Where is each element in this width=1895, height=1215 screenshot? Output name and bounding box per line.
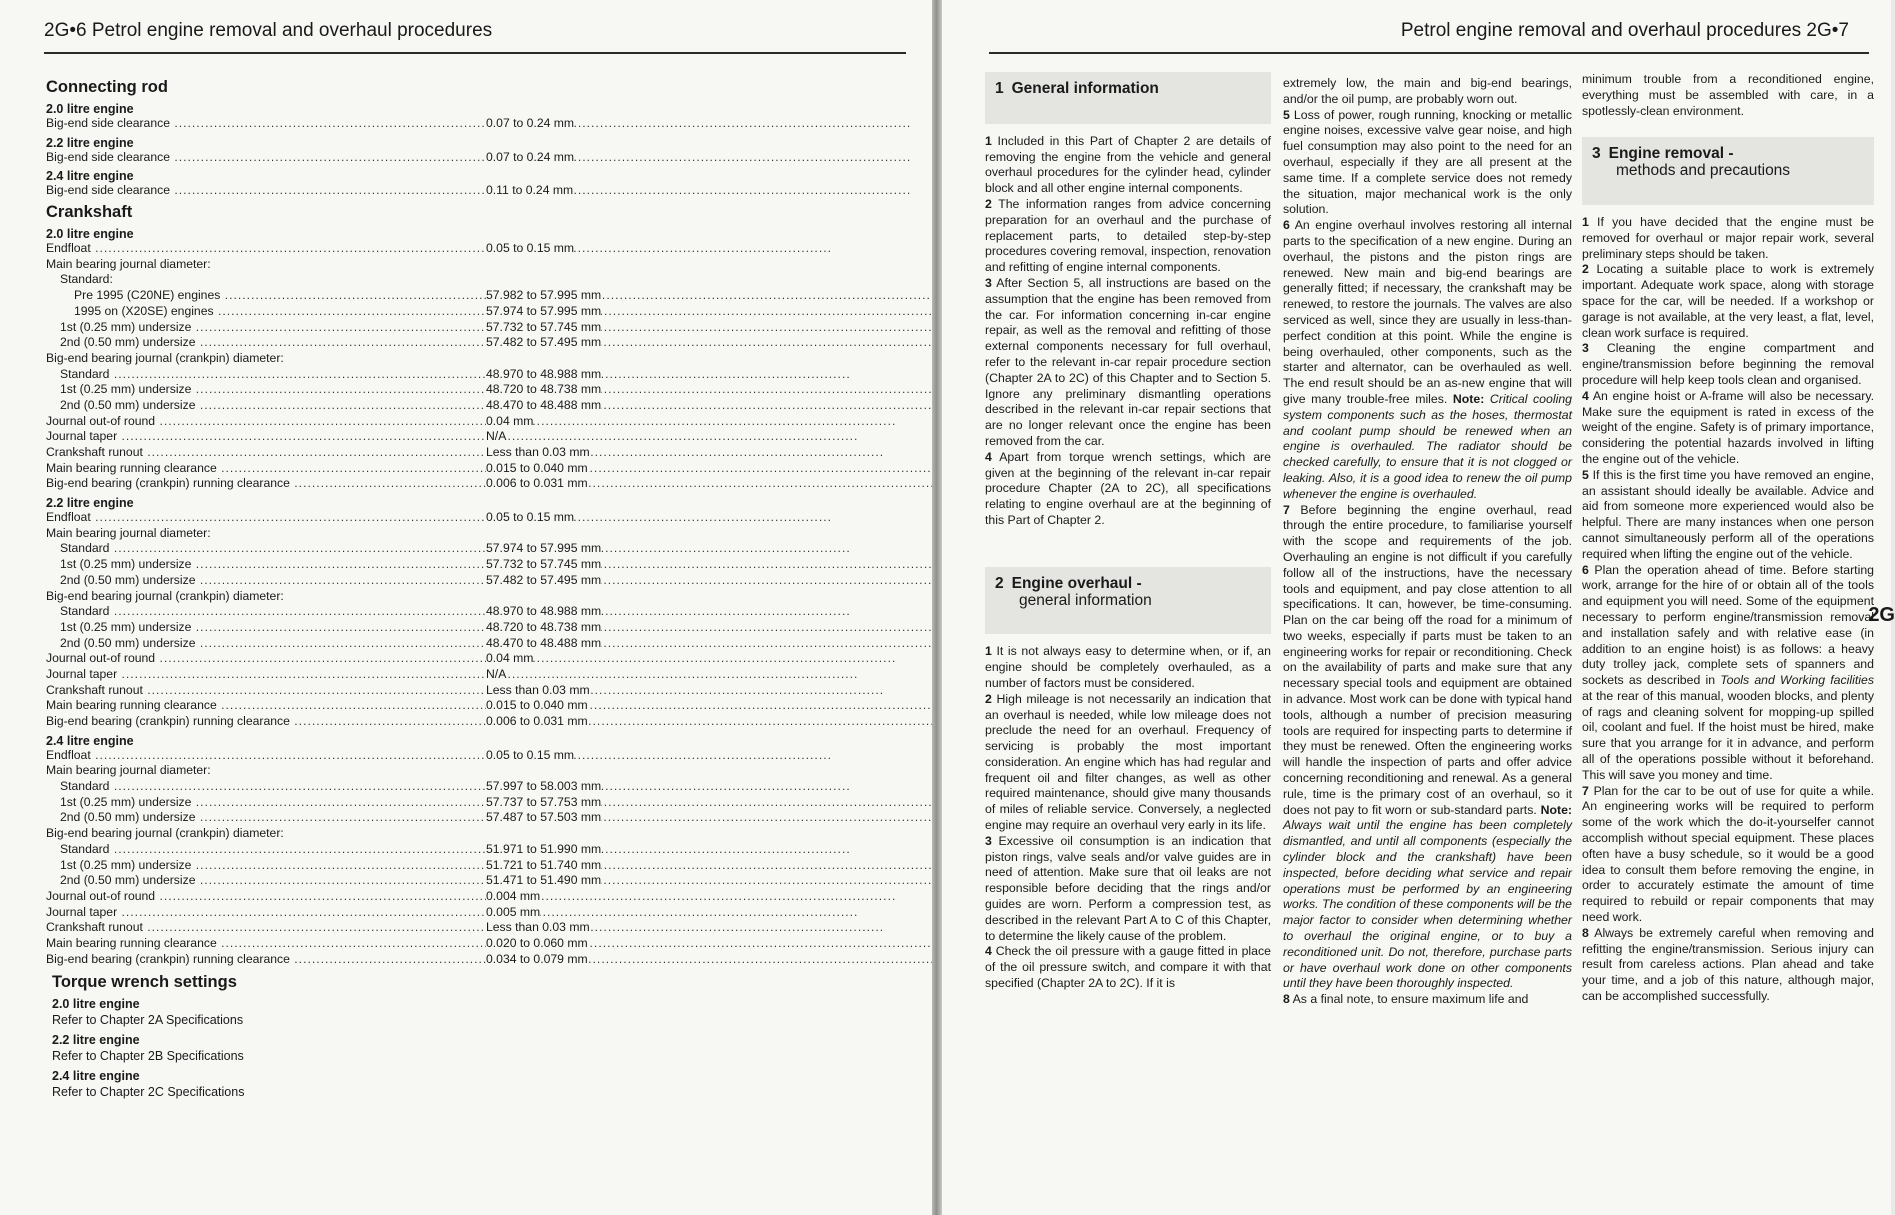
spec-value: 0.004 mm [486,888,541,903]
spec-label: 2nd (0.50 mm) undersize ..... [46,398,466,414]
specifications-table [46,76,626,1105]
spec-label: Big-end bearing (crankpin) running clearance ..... [46,714,466,730]
spec-row [46,476,626,492]
spec-value: 0.11 to 0.24 mm [486,183,574,198]
spec-label: Standard ..... [46,779,466,795]
paragraph: 6 Plan the operation ahead of time. Before starting work, arrange for the hire of or obtain all of the tools and equipment you will need. Some of the equipment necessary to perform engine/transmission removal and installation safely and with relative ease (in addition to an engine hoist) is as follows: a heavy duty trolley jack, complete sets of spanners and sockets as described in Tools and Working facilities at the rear of this manual, wooden blocks, and plenty of rags and cleaning solvent for mopping-up spilled oil, coolant and fuel. If the hoist must be hired, make sure that you arrange for it in advance, and perform all of the operations possible without it beforehand. This will save you money and time. [1582,562,1874,782]
spec-value: 0.006 to 0.031 mm [486,476,588,491]
spec-row [46,510,626,526]
spec-label: Journal out-of round ..... [46,414,466,430]
paragraph: 4 Check the oil pressure with a gauge fitted in place of the oil pressure switch, and compare it with that specified (Chapter 2A to 2C). If it is [985,944,1271,991]
spec-label: 2nd (0.50 mm) undersize ..... [46,873,466,889]
spec-label: Big-end bearing (crankpin) running clearance ..... [46,476,466,492]
spec-section [46,203,626,967]
spec-row [46,150,626,166]
spec-label: 2nd (0.50 mm) undersize ..... [46,335,466,351]
section-number: 3 [1592,145,1601,163]
paragraph: 3 Cleaning the engine compartment and engine/transmission before beginning the removal procedure will help keep tools clean and organised. [1582,341,1874,387]
spec-value: 51.471 to 51.490 mm [486,873,602,888]
torque-reference: Refer to Chapter 2A Specifications [52,1013,244,1028]
spec-label: 1st (0.25 mm) undersize ..... [46,382,466,398]
left-page [0,0,932,1215]
spec-row [46,873,626,889]
spec-label: Main bearing running clearance ..... [46,698,466,714]
spec-row [46,304,626,320]
spec-value: 57.982 to 57.995 mm [486,288,602,303]
spec-row [46,810,626,826]
torque-reference: Refer to Chapter 2C Specifications [52,1085,245,1100]
paragraph: 8 Always be extremely careful when removing and refitting the engine/transmission. Serious injury can result from careless actions. Plan ahead and take your time, and a job of this nature, although major, can be accomplished successfully. [1582,925,1874,1004]
spec-row [46,351,626,367]
spec-label: Pre 1995 (C20NE) engines ..... [46,288,466,304]
paragraph: 7 Before beginning the engine overhaul, read through the entire procedure, to familiarise yourself with the scope and requirements of the job. Overhauling an engine is not difficult if you carefully follow all of the instructions, have the necessary tools and equipment, and pay close attention to all specifications. It can, however, be time-consuming. Plan on the car being off the road for a minimum of two weeks, especially if parts must be taken to an engineering works for repair or reconditioning. Check on the availability of parts and make sure that any necessary special tools and equipment are obtained in advance. Most work can be done with typical hand tools, although a number of precision measuring tools are required for inspecting parts to determine if they must be renewed. Often the engineering works will handle the inspection of parts and offer advice concerning reconditioning and renewal. As a general rule, time is the primary cost of an overhaul, so it does not pay to fit worn or sub-standard parts. Note: Always wait until the engine has been completely dismantled, and until all components (especially the cylinder block and the crankshaft) have been inspected, before deciding what service and repair operations must be performed by an engineering works. The condition of these components will be the major factor to consider when determining whether to overhaul the original engine, or to buy a reconditioned unit. Do not, therefore, purchase parts or have overhaul work done on other components until they have been thoroughly inspected. [1283,502,1572,991]
section-3-body [1582,215,1874,1005]
spec-row [46,367,626,383]
spec-row [46,183,626,199]
spec-label: Standard ..... [46,541,466,557]
spec-row [46,714,626,730]
section-2-body [985,644,1271,992]
spec-value: 0.005 mm [486,904,541,919]
spec-value: 51.971 to 51.990 mm [486,841,602,856]
spec-row [46,257,626,273]
spec-row [46,241,626,257]
spec-row [46,116,626,132]
spec-value: 57.482 to 57.495 mm [486,335,602,350]
spec-row [46,320,626,336]
paragraph: 2 Locating a suitable place to work is extremely important. Adequate work space, along with storage space for the car, will be needed. If a workshop or garage is not available, at the very least, a flat, level, clean work surface is required. [1582,262,1874,340]
paragraph: 1 It is not always easy to determine when, or if, an engine should be completely overhauled, as a number of factors must be considered. [985,644,1271,690]
spec-label: Main bearing journal diameter: [46,763,211,778]
section-title: Engine overhaul - [1011,574,1142,592]
spec-row [46,952,626,968]
paragraph: 1 If you have decided that the engine must be removed for overhaul or major repair work, several preliminary steps should be taken. [1582,214,1874,261]
paragraph: 2 The information ranges from advice concerning preparation for an overhaul and the purchase of replacement parts, to detailed step-by-step procedures covering removal, inspection, renovation and refitting of engine internal components. [985,196,1271,275]
spec-row [46,748,626,764]
spec-value: 48.970 to 48.988 mm [486,604,602,619]
spec-label: 1st (0.25 mm) undersize ..... [46,557,466,573]
spec-label: Big-end side clearance ..... [46,116,466,132]
spec-row [46,779,626,795]
spec-row [46,651,626,667]
spec-value: N/A [486,429,507,444]
spec-value: N/A [486,666,507,681]
section-number: 1 [995,80,1004,97]
spec-row [46,842,626,858]
text-column-1 [985,72,1271,992]
spec-value: 57.732 to 57.745 mm [486,557,602,572]
paragraph: 2 High mileage is not necessarily an indication that an overhaul is needed, while low mileage does not preclude the need for an overhaul. Frequency of servicing is probably the most important consideration. An engine which has had regular and frequent oil and filter changes, as well as other required maintenance, should give many thousands of miles of reliable service. Conversely, a neglected engine may require an overhaul very early in its life. [985,691,1271,833]
spec-section [46,78,626,199]
spec-row [46,858,626,874]
engine-subheading: 2.2 litre engine [46,496,134,511]
paragraph: extremely low, the main and big-end bearings, and/or the oil pump, are probably worn out. [1283,76,1572,106]
spec-label: Journal taper ..... [46,905,466,921]
spec-row [46,698,626,714]
spec-row [46,398,626,414]
engine-subheading: 2.2 litre engine [46,135,134,150]
spec-row [46,526,626,542]
spec-value: Less than 0.03 mm [486,920,590,935]
right-page [942,0,1895,1215]
spec-value: 0.04 mm [486,413,534,428]
spec-value: 48.720 to 48.738 mm [486,619,602,634]
section-title: Engine removal - [1608,145,1734,163]
text-column-2 [1283,76,1572,1008]
spec-value: 48.720 to 48.738 mm [486,382,602,397]
spec-value: 0.020 to 0.060 mm [486,935,588,950]
spec-row [46,604,626,620]
spec-label: Big-end side clearance ..... [46,150,466,166]
spec-row [46,414,626,430]
engine-subheading: 2.4 litre engine [52,1069,140,1084]
paragraph: 4 Apart from torque wrench settings, which are given at the beginning of the relevant in-car repair procedure Chapter (2A to 2C), all specifications relating to engine overhaul are at the beginning of this Part of Chapter 2. [985,449,1271,527]
paragraph: 3 Excessive oil consumption is an indication that piston rings, valve seals and/or valve guides are in need of attention. Make sure that oil leaks are not responsible before deciding that the rings and/or guides are worn. Perform a compression test, as described in the relevant Part A to C of this Chapter, to determine the likely cause of the problem. [985,833,1271,943]
spec-label: Crankshaft runout ..... [46,683,466,699]
spec-label: Main bearing running clearance ..... [46,936,466,952]
spec-value: 0.015 to 0.040 mm [486,698,588,713]
paragraph: 1 Included in this Part of Chapter 2 are details of removing the engine from the vehicle and general overhaul procedures for the cylinder head, cylinder block and all other engine internal components. [985,133,1271,196]
spec-value: Less than 0.03 mm [486,445,590,459]
spec-section-title: Connecting rod [46,78,168,96]
section-2-continued-body [1283,76,1572,1008]
section-title: General information [1011,80,1159,97]
spec-label: 1st (0.25 mm) undersize ..... [46,320,466,336]
paragraph: 3 After Section 5, all instructions are based on the assumption that the engine has been removed from the car. For information concerning in-car engine repair, as well as the removal and refitting of those external components necessary for full overhaul, refer to the relevant in-car repair procedure section (Chapter 2A to 2C) of this Chapter and to Section 5. Ignore any preliminary dismantling operations described in the relevant in-car repair sections that are no longer relevant once the engine has been removed from the car. [985,275,1271,448]
spec-row [46,445,626,461]
paragraph: 8 As a final note, to ensure maximum life and [1283,992,1529,1007]
engine-subheading: 2.4 litre engine [46,169,134,184]
spec-value: 0.034 to 0.079 mm [486,951,588,966]
spec-value: 57.737 to 57.753 mm [486,794,602,809]
spec-row [46,461,626,477]
spec-label: 1st (0.25 mm) undersize ..... [46,795,466,811]
spec-label: 2nd (0.50 mm) undersize ..... [46,636,466,652]
spec-label: Big-end bearing journal (crankpin) diameter: [46,588,284,603]
torque-section [46,973,626,1101]
spec-label: Endfloat ..... [46,748,466,764]
spec-value: 0.07 to 0.24 mm [486,116,575,130]
section-number: 2 [995,574,1004,592]
spec-value: 0.05 to 0.15 mm [486,747,575,762]
engine-subheading: 2.0 litre engine [46,227,134,242]
spec-value: 0.05 to 0.15 mm [486,241,575,256]
spec-value: 48.470 to 48.488 mm [486,635,602,650]
spec-value: 0.006 to 0.031 mm [486,714,588,728]
spec-row [46,905,626,921]
spec-value: 0.05 to 0.15 mm [486,510,575,525]
left-head-rule [44,52,906,54]
engine-subheading: 2.0 litre engine [52,997,140,1012]
spec-label: Big-end bearing journal (crankpin) diameter: [46,350,284,365]
spec-row [46,382,626,398]
spec-label: Standard ..... [46,367,466,383]
torque-section-title: Torque wrench settings [52,973,237,992]
engine-subheading: 2.0 litre engine [46,102,134,116]
spec-label: Journal taper ..... [46,429,466,445]
engine-subheading: 2.2 litre engine [52,1033,140,1048]
spec-value: 57.732 to 57.745 mm [486,319,602,334]
spec-row [46,335,626,351]
spec-row [46,636,626,652]
spec-label: Big-end bearing journal (crankpin) diameter: [46,826,284,841]
book-gutter [932,0,942,1215]
spec-value: 57.974 to 57.995 mm [486,303,602,318]
paragraph: 5 Loss of power, rough running, knocking or metallic engine noises, excessive valve gear noise, and high fuel consumption may also point to the need for an overhaul, especially if they are all present at the same time. If a complete service does not remedy the situation, major mechanical work is the only solution. [1283,107,1572,217]
spec-section-title: Crankshaft [46,203,133,222]
section-2-final-text: minimum trouble from a reconditioned engine, everything must be assembled with care, in a spotlessly-clean environment. [1582,72,1874,118]
spec-label: Big-end bearing (crankpin) running clearance ..... [46,952,466,968]
spec-label: Journal out-of round ..... [46,889,466,905]
section-2-heading [985,567,1271,635]
spec-row [46,889,626,905]
spec-label: Standard: [60,272,113,287]
spec-label: Crankshaft runout ..... [46,920,466,936]
engine-subheading: 2.4 litre engine [46,733,134,748]
spec-row [46,795,626,811]
spec-label: Big-end side clearance ..... [46,183,466,199]
spec-value: 57.482 to 57.495 mm [486,572,602,587]
spec-label: Standard ..... [46,842,466,858]
spec-label: 2nd (0.50 mm) undersize ..... [46,810,466,826]
section-3-heading [1582,137,1874,205]
spec-row [46,826,626,842]
paragraph: 5 If this is the first time you have removed an engine, an assistant should ideally be available. Advice and aid from someone more experienced would also be helpful. There are many instances when one person cannot simultaneously perform all of the operations required when lifting the engine out of the vehicle. [1582,467,1874,561]
spec-row [46,920,626,936]
spec-row [46,272,626,288]
spec-row [46,288,626,304]
spec-label: Endfloat ..... [46,241,466,257]
spec-value: 57.487 to 57.503 mm [486,810,602,825]
spec-value: 57.974 to 57.995 mm [486,541,602,556]
section-subtitle: general information [1019,591,1152,609]
spec-label: Main bearing running clearance ..... [46,461,466,477]
spec-value: Less than 0.03 mm [486,682,590,697]
left-running-head: 2G•6 Petrol engine removal and overhaul procedures [44,20,493,41]
spec-value: 48.970 to 48.988 mm [486,366,602,381]
spec-label: Main bearing journal diameter: [46,256,211,271]
spec-value: 51.721 to 51.740 mm [486,857,602,872]
spec-label: Crankshaft runout ..... [46,445,466,461]
spec-value: 48.470 to 48.488 mm [486,397,602,412]
spec-label: Endfloat ..... [46,510,466,526]
spec-value: 0.07 to 0.24 mm [486,149,575,164]
spec-row [46,683,626,699]
spec-label: Main bearing journal diameter: [46,525,211,540]
spec-label: Journal taper ..... [46,667,466,683]
spec-row [46,429,626,445]
section-1-heading [985,72,1271,124]
spec-value: 0.015 to 0.040 mm [486,460,588,475]
paragraph: 7 Plan for the car to be out of use for quite a while. An engineering works will be required to perform some of the work which the do-it-yourselfer cannot accomplish without special equipment. These places often have a busy schedule, so it would be a good idea to consult them before removing the engine, in order to accurately estimate the amount of time required to rebuild or repair components that may need work. [1582,783,1874,925]
spec-row [46,620,626,636]
spec-row [46,589,626,605]
spec-row [46,667,626,683]
spec-row [46,763,626,779]
spec-label: Standard ..... [46,604,466,620]
spec-value: 57.997 to 58.003 mm [486,779,602,794]
spec-value: 0.04 mm [486,651,534,666]
paragraph: 6 An engine overhaul involves restoring all internal parts to the specification of a new engine. During an overhaul, the pistons and the piston rings are renewed. New main and big-end bearings are generally fitted; if necessary, the crankshaft may be renewed, to restore the journals. The valves are also serviced as well, since they are usually in less-than-perfect condition at this point. While the engine is being overhauled, other components, such as the starter and alternator, can be overhauled as well. The end result should be an as-new engine that will give many trouble-free miles. Note: Critical cooling system components such as the hoses, thermostat and coolant pump should be renewed when an engine is overhauled. The radiator should be checked carefully, to ensure that it is not clogged or leaking. Also, it is a good idea to renew the oil pump whenever the engine is overhauled. [1283,218,1572,501]
spec-label: 1st (0.25 mm) undersize ..... [46,858,466,874]
spec-row [46,557,626,573]
spec-label: 1st (0.25 mm) undersize ..... [46,620,466,636]
spec-label: 2nd (0.50 mm) undersize ..... [46,573,466,589]
spec-row [46,936,626,952]
spec-row [46,541,626,557]
right-running-head: Petrol engine removal and overhaul procedures 2G•7 [1400,20,1849,41]
torque-reference: Refer to Chapter 2B Specifications [52,1049,244,1064]
section-subtitle: methods and precautions [1616,162,1791,180]
paragraph: 4 An engine hoist or A-frame will also be necessary. Make sure the equipment is rated in excess of the weight of the engine. Safety is of primary importance, considering the potential hazards involved in lifting the engine out of the vehicle. [1582,388,1874,466]
chapter-tab-label: 2G [1868,604,1895,626]
section-1-body [985,134,1271,529]
spec-row [46,573,626,589]
spec-label: 1995 on (X20SE) engines ..... [46,304,466,320]
spec-label: Journal out-of round ..... [46,651,466,667]
text-column-3 [1582,72,1874,1005]
right-head-rule [989,52,1869,54]
